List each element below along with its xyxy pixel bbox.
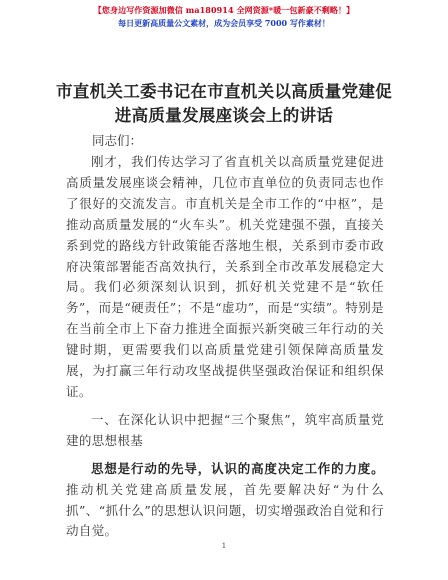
paragraph-2-text: 推动机关党建高质量发展，首先要解决好“为什么抓”、“抓什么”的思想认识问题，切实增强政治自觉和行动自觉。 bbox=[66, 481, 384, 539]
promo-banner-line-2: 每日更新高质量公文素材，成为会员享受 7000 写作素材！ bbox=[118, 18, 330, 28]
page-number: 1 bbox=[221, 542, 227, 550]
paragraph-intro: 刚才，我们传达学习了省直机关以高质量党建促进高质量发展座谈会精神，几位市直单位的负责同志也作了很好的交流发言。市直机关是全市工作的“中枢”，是推动高质量发展的“火车头”。机关党建强不强，直接关系到党的路线方针政策能否落地生根，关系到市委市政府决策部署能否高效执行，关系到全市改革发展稳定大局。我们必须深刻认识到，抓好机关党建不是“软任务”，而是“硬责任”；不是“虚功”，而是“实绩”。特别是在当前全市上下奋力推进全面振兴新突破三年行动的关键时期，更需要我们以高质量党建引领保障高质量发展，为打赢三年行动攻坚战提供坚强政治保证和组织保证。 bbox=[66, 154, 384, 399]
promo-banner-line-1: 【您身边写作资源加微信 ma180914 全网资源*暖一包新豪不剩略！】 bbox=[93, 5, 355, 15]
document-body bbox=[66, 152, 384, 542]
document-title: 市直机关工委书记在市直机关以高质量党建促进高质量发展座谈会上的讲话 bbox=[56, 82, 392, 125]
salutation: 同志们： bbox=[92, 133, 143, 148]
paragraph-2 bbox=[66, 459, 384, 543]
section-heading-1: 一、在深化认识中把握“三个聚焦”，筑牢高质量党建的思想根基 bbox=[66, 411, 384, 448]
lead-sentence-bold: 思想是行动的先导，认识的高度决定工作的力度。 bbox=[91, 460, 384, 476]
